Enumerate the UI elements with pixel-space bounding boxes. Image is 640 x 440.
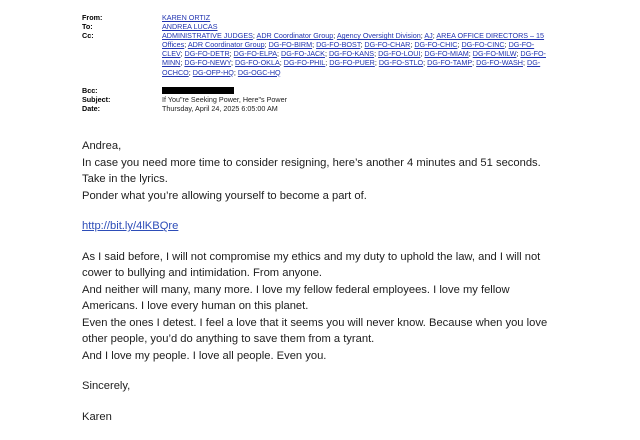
cc-separator: ;	[229, 49, 234, 59]
bcc-row	[82, 86, 552, 95]
cc-recipient-link[interactable]: ADR Coordinator Group	[187, 40, 265, 50]
cc-recipient-link[interactable]: DG-FO-CLEV	[162, 40, 535, 59]
to-link[interactable]: ANDREA LUCAS	[162, 22, 218, 32]
body-line: As I said before, I will not compromise my ethics and my duty to uphold the law, and I will not	[82, 250, 541, 263]
cc-recipient-link[interactable]: DG-FO-CHAR	[364, 40, 411, 50]
cc-recipient-link[interactable]: DG-FO-MIAM	[424, 49, 469, 59]
body-line: Americans. I love every human on this planet.	[82, 300, 309, 312]
cc-recipient-link[interactable]: DG-FO-TAMP	[427, 58, 473, 68]
cc-recipient-link[interactable]: DG-FO-WASH	[476, 58, 523, 68]
cc-recipient-link[interactable]: DG-FO-JACK	[281, 49, 325, 59]
body-line: Take in the lyrics.	[82, 173, 168, 185]
date-row	[82, 104, 552, 113]
cc-separator: ;	[457, 40, 462, 50]
body-line: Even the ones I detest. I feel a love that it seems you will never know. Because when you love	[82, 316, 548, 329]
body-line: Ponder what you’re allowing yourself to become a part of.	[82, 189, 367, 202]
cc-separator: ;	[523, 58, 527, 68]
date-value: Thursday, April 24, 2025 6:05:00 AM	[162, 103, 278, 113]
cc-recipient-link[interactable]: DG-OGC-HQ	[237, 67, 281, 77]
cc-separator: ;	[233, 67, 238, 77]
spacer	[82, 235, 582, 249]
cc-recipient-link[interactable]: DG-FO-OKLA	[235, 58, 280, 68]
cc-separator: ;	[432, 31, 437, 41]
cc-separator: ;	[468, 49, 473, 59]
cc-separator: ;	[180, 58, 185, 68]
cc-recipient-link[interactable]: DG-FO-PUER	[329, 58, 375, 68]
bcc-label: Bcc:	[82, 85, 98, 95]
cc-recipient-link[interactable]: DG-OFP-HQ	[192, 67, 234, 77]
cc-separator: ;	[410, 40, 415, 50]
cc-recipient-link[interactable]: DG-FO-BOST	[316, 40, 361, 50]
cc-row	[82, 31, 552, 76]
greeting: Andrea,	[82, 140, 122, 152]
cc-recipient-link[interactable]: DG-FO-CHIC	[414, 40, 458, 50]
body-line: In case you need more time to consider resigning, here’s another 4 minutes and 51 seconds.	[82, 156, 541, 169]
cc-separator: ;	[184, 40, 188, 50]
cc-recipient-link[interactable]: DG-FO-ELPA	[233, 49, 278, 59]
cc-separator: ;	[264, 40, 269, 50]
body-line: And neither will many, many more. I love my fellow federal employees. I love my fellow	[82, 283, 510, 296]
cc-separator: ;	[188, 67, 193, 77]
from-row	[82, 13, 552, 22]
cc-separator: ;	[252, 31, 257, 41]
cc-separator: ;	[360, 40, 365, 50]
cc-separator: ;	[312, 40, 317, 50]
cc-recipient-link[interactable]: AREA OFFICE DIRECTORS – 15 Offices	[162, 31, 545, 50]
cc-separator: ;	[277, 49, 282, 59]
signature: Karen	[82, 410, 112, 423]
cc-recipient-link[interactable]: DG-FO-MILW	[472, 49, 517, 59]
email-body	[82, 138, 582, 425]
cc-separator: ;	[333, 31, 337, 41]
cc-separator: ;	[374, 49, 379, 59]
cc-separator: ;	[504, 40, 509, 50]
cc-separator: ;	[231, 58, 236, 68]
cc-recipient-link[interactable]: DG-FO-MINN	[162, 49, 546, 68]
closing: Sincerely,	[82, 380, 131, 392]
cc-recipient-link[interactable]: DG-FO-DETR	[184, 49, 230, 59]
date-label: Date:	[82, 103, 100, 113]
cc-recipient-link[interactable]: DG-FO-NEWY	[184, 58, 232, 68]
cc-separator: ;	[516, 49, 521, 59]
email-header	[82, 13, 552, 113]
to-row	[82, 22, 552, 31]
cc-list	[162, 31, 552, 76]
cc-recipient-link[interactable]: DG-FO-CINC	[461, 40, 505, 50]
cc-recipient-link[interactable]: DG-FO-BIRM	[268, 40, 313, 50]
cc-separator: ;	[420, 31, 425, 41]
body-line: cower to bullying and intimidation. From anyone.	[82, 267, 323, 279]
video-link[interactable]: http://bit.ly/4lKBQre	[82, 220, 179, 232]
cc-recipient-link[interactable]: DG-OCHCO	[162, 58, 541, 77]
subject-label: Subject:	[82, 94, 111, 104]
spacer	[82, 204, 582, 218]
cc-separator: ;	[279, 58, 284, 68]
subject-row	[82, 95, 552, 104]
cc-recipient-link[interactable]: ADMINISTRATIVE JUDGES	[162, 31, 253, 41]
cc-recipient-link[interactable]: Agency Oversight Division	[336, 31, 421, 41]
cc-recipient-link[interactable]: DG-FO-LOUI	[378, 49, 421, 59]
cc-separator: ;	[472, 58, 477, 68]
cc-separator: ;	[420, 49, 425, 59]
redacted-block	[162, 87, 234, 94]
from-link[interactable]: KAREN ORTIZ	[162, 13, 211, 22]
cc-separator: ;	[180, 49, 185, 59]
cc-separator: ;	[423, 58, 428, 68]
cc-separator: ;	[325, 58, 330, 68]
cc-recipient-link[interactable]: ADR Coordinator Group	[256, 31, 334, 41]
cc-separator: ;	[374, 58, 379, 68]
cc-recipient-link[interactable]: DG-FO-STLO	[378, 58, 424, 68]
cc-recipient-link[interactable]: DG-FO-KANS	[328, 49, 375, 59]
spacer	[82, 395, 582, 409]
cc-label: Cc:	[82, 31, 94, 41]
body-line: And I love my people. I love all people. Even you.	[82, 349, 327, 362]
spacer	[82, 364, 582, 378]
cc-recipient-link[interactable]: DG-FO-PHIL	[283, 58, 326, 68]
cc-separator: ;	[324, 49, 329, 59]
from-label: From:	[82, 13, 103, 22]
to-label: To:	[82, 22, 93, 32]
cc-recipient-link[interactable]: AJ	[424, 31, 433, 41]
body-line: other people, you’d do anything to save them from a tyrant.	[82, 333, 375, 345]
subject-value: If You"re Seeking Power, Here"s Power	[162, 94, 287, 104]
